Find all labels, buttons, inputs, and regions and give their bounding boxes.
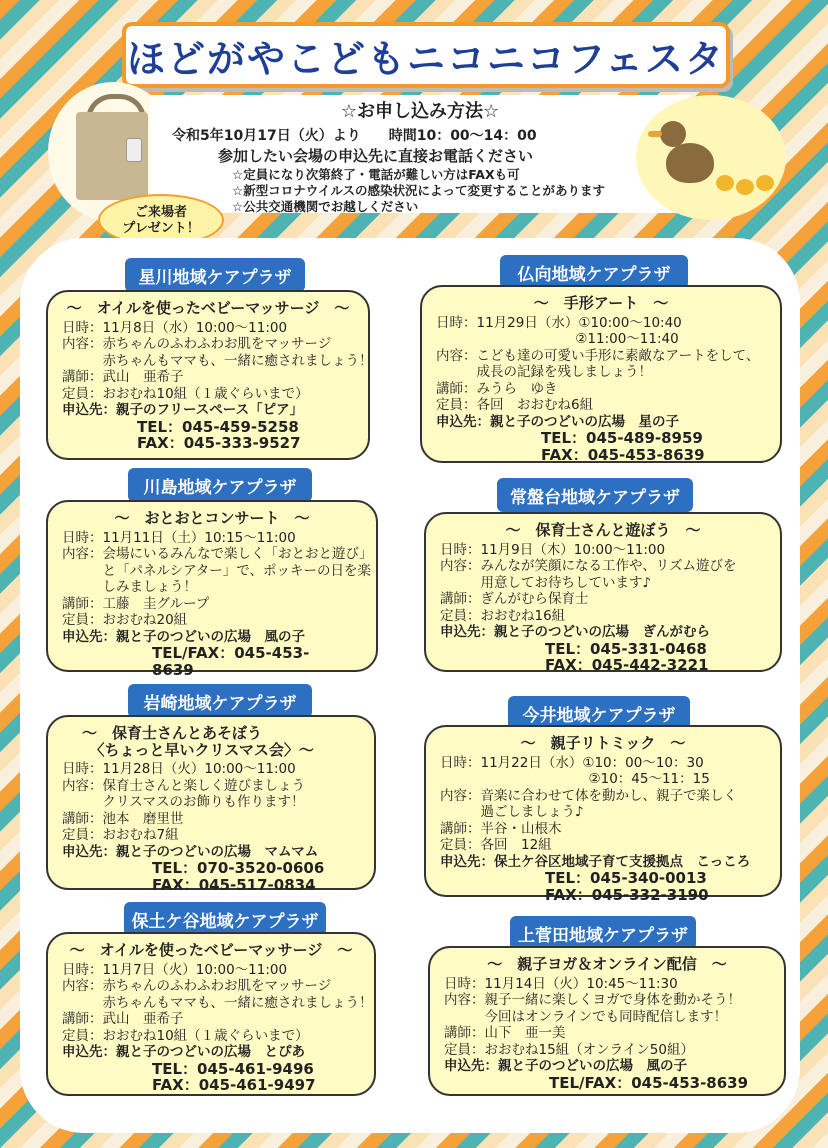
event-title: ～ 親子ヨガ＆オンライン配信 ～: [487, 955, 727, 973]
duckling-shape: [716, 175, 734, 191]
event-tel: TEL/FAX：045-453-: [62, 644, 310, 662]
event-detail: 日時：11月8日（水）10:00～11:00: [62, 319, 288, 336]
event-detail: 過ごしましょう♪: [440, 804, 584, 820]
event-apply: 申込先：親と子のつどいの広場 マムマム: [62, 843, 319, 860]
event-detail: 定員：おおむね10組（１歳ぐらいまで）: [62, 385, 309, 402]
application-note: ☆定員になり次第終了・電話が難しい方はFAXも可: [232, 167, 520, 182]
application-note: ☆公共交通機関でお越しください: [232, 199, 419, 214]
event-detail: 講師：半谷・山根木: [440, 820, 562, 837]
event-detail: 今回はオンラインでも同時配信します！: [444, 1008, 728, 1025]
venue-label: 岩崎地域ケアプラザ: [128, 684, 312, 718]
venue-label: 常盤台地域ケアプラザ: [497, 478, 693, 512]
event-card: [46, 932, 376, 1096]
event-title: ～ 手形アート ～: [533, 294, 669, 312]
page-title: ほどがやこどもニコニコフェスタ: [126, 36, 726, 81]
event-detail: 日時：11月14日（火）10:45～11:30: [444, 975, 678, 992]
event-apply: 申込先：親と子のつどいの広場 ぎんがむら: [440, 624, 710, 640]
application-date: 令和5年10月17日（火）より 時間10：00～14：00: [172, 128, 537, 144]
event-card: [420, 285, 782, 463]
event-fax: FAX：045-517-0834: [62, 875, 316, 894]
event-card: [424, 725, 782, 904]
event-detail: 成長の記録を残しましょう！: [436, 364, 652, 380]
event-detail: 内容：みんなが笑顔になる工作や、リズム遊びを: [440, 558, 737, 574]
event-detail: 講師：工藤 圭グループ: [62, 595, 210, 612]
duck-body-shape: [666, 143, 714, 183]
event-fax: FAX：045-461-9497: [62, 1076, 316, 1094]
venue-label: 川島地域ケアプラザ: [128, 468, 312, 502]
event-detail: 内容：保育士さんと楽しく遊びましょう: [62, 777, 305, 794]
event-tel: TEL：070-3520-0606: [62, 859, 325, 877]
present-text: プレゼント！: [122, 221, 200, 236]
event-tel: TEL：045-459-5258: [62, 417, 299, 436]
duckling-shape: [736, 179, 754, 195]
duck-family-illustration: [636, 95, 786, 220]
event-card: [428, 946, 786, 1096]
event-detail: 内容：音楽に合わせて体を動かし、親子で楽しく: [440, 787, 737, 804]
event-apply: 申込先：親と子のつどいの広場 風の子: [62, 628, 305, 645]
event-detail: 内容：親子一緒に楽しくヨガで身体を動かそう！: [444, 992, 741, 1008]
event-apply: 申込先：親と子のつどいの広場 風の子: [444, 1058, 687, 1074]
event-detail: 日時：11月9日（木）10:00～11:00: [440, 541, 666, 558]
event-title: ～ おとおとコンサート ～: [114, 509, 310, 527]
event-card: [424, 512, 782, 672]
event-detail: 講師：武山 亜希子: [62, 369, 184, 385]
event-fax: FAX：045-332-3190: [440, 885, 709, 904]
venue-label: 上菅田地域ケアプラザ: [510, 916, 696, 950]
event-detail: 定員：おおむね7組: [62, 827, 179, 843]
event-tel: TEL：045-331-0468: [440, 639, 707, 658]
event-tel: TEL：045-489-8959: [436, 429, 703, 447]
event-detail: 用意してお待ちしています♪: [440, 574, 652, 591]
event-detail: 日時：11月22日（水）①10：00～10：30: [440, 754, 704, 771]
event-title: ～ オイルを使ったベビーマッサージ ～: [69, 941, 353, 959]
present-text: ご来場者: [134, 205, 187, 220]
event-detail: 定員：各回 おおむね6組: [436, 397, 594, 413]
event-detail: しみましょう！: [62, 579, 197, 595]
venue-label: 今井地域ケアプラザ: [508, 696, 690, 730]
event-apply: 申込先：保土ケ谷区地域子育て支援拠点 こっころ: [440, 853, 751, 870]
event-detail: 講師：山下 亜一美: [444, 1025, 566, 1041]
event-detail: 定員：おおむね10組（１歳ぐらいまで）: [62, 1027, 309, 1044]
event-detail: 日時：11月29日（水）①10:00～10:40: [436, 314, 682, 331]
event-detail: ②11:00～11:40: [436, 331, 679, 347]
event-detail: 講師：みうら ゆき: [436, 380, 558, 397]
event-card: [46, 500, 378, 679]
event-detail: 赤ちゃんもママも、一緒に癒されましょう！: [62, 352, 373, 369]
event-detail: 定員：おおむね20組: [62, 612, 188, 628]
event-detail: 講師：池本 磨里世: [62, 810, 184, 827]
event-card: [46, 715, 376, 894]
event-detail: 内容：赤ちゃんのふわふわお肌をマッサージ: [62, 336, 332, 352]
event-detail: 講師：武山 亜希子: [62, 1011, 184, 1027]
title-banner: [122, 22, 730, 88]
event-title: ～ 親子リトミック ～: [520, 734, 686, 752]
event-fax: FAX：045-453-8639: [436, 445, 705, 464]
event-apply: 申込先：親と子のつどいの広場 星の子: [436, 413, 679, 430]
bag-tag-shape: [126, 138, 142, 162]
event-title: ～ オイルを使ったベビーマッサージ ～: [66, 299, 350, 317]
event-detail: 日時：11月11日（土）10:15～11:00: [62, 529, 296, 546]
venue-label: 仏向地域ケアプラザ: [500, 255, 688, 289]
event-detail: 日時：11月28日（火）10:00～11:00: [62, 761, 296, 777]
event-tel: TEL/FAX：045-453-8639: [444, 1073, 749, 1092]
event-detail: 定員：おおむね16組: [440, 607, 566, 624]
event-title: ～ 保育士さんとあそぼう 〈ちょっと早いクリスマス会〉～: [82, 724, 314, 759]
venue-label: 保土ケ谷地域ケアプラザ: [124, 902, 326, 936]
event-detail: 内容：赤ちゃんのふわふわお肌をマッサージ: [62, 978, 332, 994]
event-tel: TEL：045-461-9496: [62, 1059, 314, 1078]
event-detail: と「パネルシアター」で、ポッキーの日を楽: [62, 562, 371, 579]
event-detail: 内容：会場にいるみんなで楽しく「おとおと遊び」: [62, 546, 373, 562]
event-apply: 申込先：親子のフリースペース「ピア」: [62, 402, 304, 418]
event-card: [46, 290, 373, 460]
event-detail: 日時：11月7日（火）10:00～11:00: [62, 961, 288, 978]
event-title: ～ 保育士さんと遊ぼう ～: [505, 521, 701, 539]
event-fax: FAX：045-333-9527: [62, 434, 301, 452]
application-info: [150, 95, 690, 213]
event-apply: 申込先：親と子のつどいの広場 とぴあ: [62, 1044, 305, 1060]
application-instruction: 参加したい会場の申込先に直接お電話ください: [218, 147, 534, 165]
duck-head-shape: [660, 121, 686, 147]
venue-label: 星川地域ケアプラザ: [125, 258, 305, 292]
event-detail: クリスマスのお飾りも作ります！: [62, 794, 305, 810]
duckling-shape: [756, 175, 774, 191]
event-tel: TEL：045-340-0013: [440, 869, 707, 887]
event-tel: 8639: [62, 660, 194, 679]
event-fax: FAX：045-442-3221: [440, 656, 709, 674]
event-detail: ②10：45～11：15: [440, 771, 710, 787]
application-note: ☆新型コロナウイルスの感染状況によって変更することがあります: [232, 183, 605, 198]
event-detail: 定員：各回 12組: [440, 837, 552, 853]
application-heading: ☆お申し込み方法☆: [340, 101, 500, 122]
duck-beak-shape: [648, 131, 662, 137]
event-detail: 定員：おおむね15組（オンライン50組）: [444, 1041, 694, 1058]
event-detail: 赤ちゃんもママも、一緒に癒されましょう！: [62, 994, 373, 1011]
event-detail: 講師：ぎんがむら保育士: [440, 591, 589, 607]
event-detail: 内容：こども達の可愛い手形に素敵なアートをして、: [436, 347, 760, 364]
